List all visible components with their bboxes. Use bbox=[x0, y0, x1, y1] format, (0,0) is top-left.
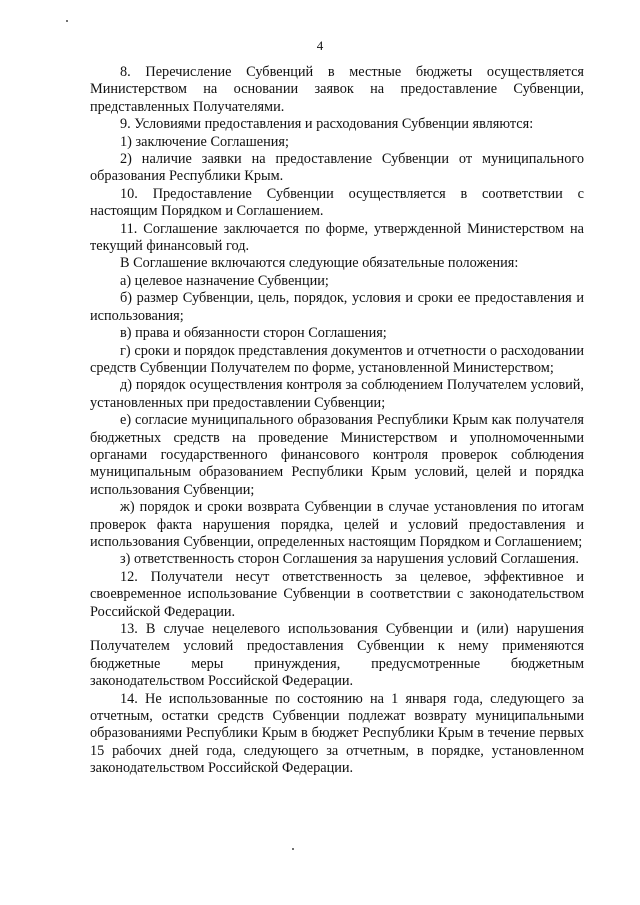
list-item-g: г) сроки и порядок представления документов и отчетности о расходовании средств Субвенции Получателем по форме, установленной Министерством; bbox=[90, 342, 584, 376]
paragraph-11: 11. Соглашение заключается по форме, утвержденной Министерством на текущий финансовый год. bbox=[90, 220, 584, 255]
scan-speck bbox=[292, 848, 294, 850]
page-number: 4 bbox=[316, 38, 324, 53]
list-item-zh: ж) порядок и сроки возврата Субвенции в случае установления по итогам проверок факта нарушения порядка, целей и условий предоставления и использования Субвенции, определенных настоящим Порядком и Соглашением; bbox=[90, 499, 584, 550]
scan-speck bbox=[66, 20, 68, 22]
paragraph-9: 9. Условиями предоставления и расходования Субвенции являются: bbox=[120, 116, 534, 133]
paragraph-14: 14. Не использованные по состоянию на 1 января года, следующего за отчетным, остатки средств Субвенции подлежат возврату муниципальными образованиями Республики Крым в бюджет Республики Крым в течение первых 15 рабочих дней года, следующего за отчетным, в порядке, установленном законодательством Российской Федерации. bbox=[90, 690, 584, 777]
list-item-a: а) целевое назначение Субвенции; bbox=[120, 272, 329, 289]
list-item-2: 2) наличие заявки на предоставление Субвенции от муниципального образования Республики Крым. bbox=[90, 151, 584, 185]
paragraph-13: 13. В случае нецелевого использования Субвенции и (или) нарушения Получателем условий предоставления Субвенции к нему применяются бюджетные меры принуждения, предусмотренные бюджетным законодательством Российской Федерации. bbox=[90, 621, 584, 690]
list-item-d: д) порядок осуществления контроля за соблюдением Получателем условий, установленных при предоставлении Субвенции; bbox=[90, 377, 584, 411]
list-item-e: е) согласие муниципального образования Республики Крым как получателя бюджетных средств на проведение Министерством и уполномоченными органами государственного финансового контроля проверок соблюдения муниципальным образованием Республики Крым условий, целей и порядка использования Субвенции; bbox=[90, 412, 584, 498]
document-body bbox=[90, 64, 584, 778]
paragraph-provisions-intro: В Соглашение включаются следующие обязательные положения: bbox=[120, 255, 519, 272]
list-item-b: б) размер Субвенции, цель, порядок, условия и сроки ее предоставления и использования; bbox=[90, 290, 584, 324]
paragraph-8: 8. Перечисление Субвенций в местные бюджеты осуществляется Министерством на основании заявок на предоставление Субвенции, представленных Получателями. bbox=[90, 64, 584, 115]
list-item-v: в) права и обязанности сторон Соглашения; bbox=[120, 325, 387, 342]
paragraph-12: 12. Получатели несут ответственность за целевое, эффективное и своевременное использование Субвенции в соответствии с законодательством Российской Федерации. bbox=[90, 568, 584, 620]
paragraph-10: 10. Предоставление Субвенции осуществляется в соответствии с настоящим Порядком и Соглашением. bbox=[90, 185, 584, 220]
list-item-1: 1) заключение Соглашения; bbox=[120, 133, 289, 150]
list-item-z: з) ответственность сторон Соглашения за нарушения условий Соглашения. bbox=[120, 551, 579, 568]
